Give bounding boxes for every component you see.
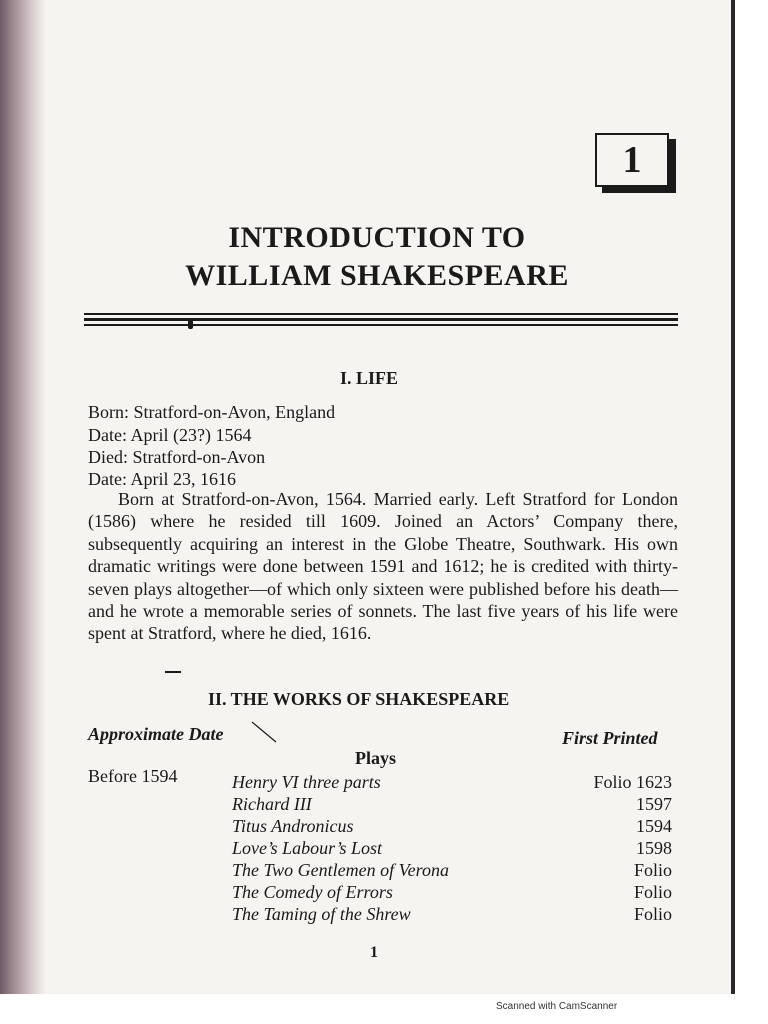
section-heading-works: II. THE WORKS OF SHAKESPEARE <box>208 689 510 709</box>
date-group-before-1594: Before 1594 <box>88 766 178 786</box>
play-row <box>232 882 672 904</box>
fact-born-date: Date: April (23?) 1564 <box>88 425 252 445</box>
pen-stroke-mark <box>250 720 280 746</box>
column-header-approximate-date: Approximate Date <box>88 724 224 744</box>
page-right-edge <box>731 0 735 994</box>
fact-died-date: Date: April 23, 1616 <box>88 469 236 489</box>
life-paragraph: Born at Stratford-on-Avon, 1564. Married early. Left Stratford for London (1586) where he resided till 1609. Joined an Actors’ Company there, subsequently acquiring an interest in the Globe Theatre, Southwark. His own dramatic writings were done between 1591 and 1612; he is credited with thirty-seven plays altogether—of which only sixteen were published before his death—and he wrote a memorable series of sonnets. The last five years of his life were spent at Stratford, where he died, 1616. <box>88 489 678 644</box>
play-row <box>232 838 672 860</box>
pen-dash-mark <box>165 671 181 673</box>
column-header-first-printed: First Printed <box>562 728 658 748</box>
play-title: Henry VI three parts <box>232 772 381 792</box>
ink-mark <box>188 320 193 329</box>
title-rule-middle <box>84 318 678 321</box>
chapter-title-line-1: INTRODUCTION TO <box>228 221 526 254</box>
play-title: Titus Andronicus <box>232 816 354 836</box>
page-number: 1 <box>370 944 378 961</box>
play-row <box>232 816 672 838</box>
play-first-printed: Folio <box>633 860 672 880</box>
play-first-printed: 1594 <box>636 816 672 836</box>
play-first-printed: Folio <box>633 882 672 902</box>
chapter-number: 1 <box>622 139 642 181</box>
play-row <box>232 794 672 816</box>
title-rule-bottom <box>84 324 678 326</box>
play-first-printed: 1598 <box>636 838 672 858</box>
play-row <box>232 904 672 926</box>
fact-died: Died: Stratford-on-Avon <box>88 447 266 467</box>
play-title: Richard III <box>232 794 312 814</box>
fact-born: Born: Stratford-on-Avon, England <box>88 402 336 422</box>
play-row <box>232 860 672 882</box>
play-title: The Two Gentlemen of Verona <box>232 860 449 880</box>
scanner-watermark: Scanned with CamScanner <box>496 1001 618 1012</box>
plays-subheading: Plays <box>355 748 397 768</box>
title-rule-top <box>84 313 678 315</box>
book-spine-shadow <box>0 0 46 994</box>
chapter-title-line-2: WILLIAM SHAKESPEARE <box>185 259 569 292</box>
play-first-printed: 1597 <box>636 794 672 814</box>
section-heading-life: I. LIFE <box>340 368 399 388</box>
play-row <box>232 772 672 794</box>
play-first-printed: Folio 1623 <box>593 772 672 792</box>
play-title: Love’s Labour’s Lost <box>232 838 383 858</box>
play-first-printed: Folio <box>633 904 672 924</box>
chapter-number-box <box>595 133 669 187</box>
play-title: The Comedy of Errors <box>232 882 393 902</box>
play-title: The Taming of the Shrew <box>232 904 411 924</box>
